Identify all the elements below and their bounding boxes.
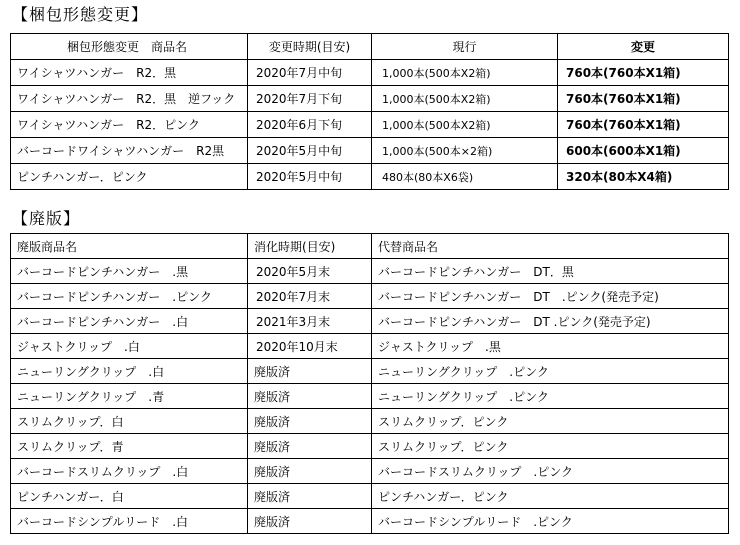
period-cell: 2020年7月下旬 [248, 86, 372, 112]
replacement-cell: ジャストクリップ .黒 [372, 334, 729, 359]
product-name-cell: ジャストクリップ .白 [11, 334, 248, 359]
product-name-cell: ピンチハンガー．白 [11, 484, 248, 509]
product-name-cell: ワイシャツハンガー R2．黒 [11, 60, 248, 86]
replacement-cell: バーコードシンプルリード .ピンク [372, 509, 729, 534]
period-cell: 2020年5月末 [248, 259, 372, 284]
replacement-cell: スリムクリップ．ピンク [372, 409, 729, 434]
packaging-section-title: 【梱包形態変更】 [12, 5, 149, 24]
product-name-cell: ワイシャツハンガー R2．ピンク [11, 112, 248, 138]
new-packaging-cell: 760本(760本X1箱) [558, 112, 729, 138]
period-cell: 廃版済 [248, 484, 372, 509]
period-cell: 廃版済 [248, 409, 372, 434]
column-header-change: 変更 [558, 34, 729, 60]
table-row [11, 484, 729, 509]
replacement-cell: バーコードピンチハンガー DT．黒 [372, 259, 729, 284]
replacement-cell: スリムクリップ．ピンク [372, 434, 729, 459]
replacement-cell: ニューリングクリップ .ピンク [372, 384, 729, 409]
new-packaging-cell: 760本(760本X1箱) [558, 60, 729, 86]
table-row [11, 138, 729, 164]
table-header-row [11, 234, 729, 259]
table-row [11, 309, 729, 334]
replacement-cell: バーコードピンチハンガー DT .ピンク(発売予定) [372, 284, 729, 309]
replacement-cell: バーコードピンチハンガー DT .ピンク(発売予定) [372, 309, 729, 334]
column-header-period: 変更時期(目安) [248, 34, 372, 60]
product-name-cell: ニューリングクリップ .青 [11, 384, 248, 409]
table-row [11, 459, 729, 484]
table-row [11, 509, 729, 534]
table-row [11, 164, 729, 190]
period-cell: 2020年10月末 [248, 334, 372, 359]
column-header-replacement: 代替商品名 [372, 234, 729, 259]
current-packaging-cell: 1,000本(500本×2箱) [372, 138, 558, 164]
table-row [11, 359, 729, 384]
table-row [11, 434, 729, 459]
current-packaging-cell: 1,000本(500本X2箱) [372, 112, 558, 138]
table-row [11, 334, 729, 359]
period-cell: 2020年6月下旬 [248, 112, 372, 138]
column-header-current: 現行 [372, 34, 558, 60]
period-cell: 廃版済 [248, 384, 372, 409]
column-header-product: 梱包形態変更 商品名 [11, 34, 248, 60]
product-name-cell: バーコードピンチハンガー .黒 [11, 259, 248, 284]
replacement-cell: ピンチハンガー．ピンク [372, 484, 729, 509]
column-header-sellout-period: 消化時期(目安) [248, 234, 372, 259]
period-cell: 廃版済 [248, 459, 372, 484]
table-row [11, 259, 729, 284]
product-name-cell: バーコードスリムクリップ .白 [11, 459, 248, 484]
new-packaging-cell: 600本(600本X1箱) [558, 138, 729, 164]
current-packaging-cell: 1,000本(500本X2箱) [372, 60, 558, 86]
product-name-cell: バーコードシンプルリード .白 [11, 509, 248, 534]
current-packaging-cell: 480本(80本X6袋) [372, 164, 558, 190]
product-name-cell: ニューリングクリップ .白 [11, 359, 248, 384]
replacement-cell: ニューリングクリップ .ピンク [372, 359, 729, 384]
product-name-cell: バーコードワイシャツハンガー R2黒 [11, 138, 248, 164]
product-name-cell: スリムクリップ．白 [11, 409, 248, 434]
table-row [11, 284, 729, 309]
packaging-change-table [10, 33, 729, 190]
period-cell: 廃版済 [248, 509, 372, 534]
period-cell: 2021年3月末 [248, 309, 372, 334]
new-packaging-cell: 320本(80本X4箱) [558, 164, 729, 190]
product-name-cell: スリムクリップ．青 [11, 434, 248, 459]
period-cell: 2020年5月中旬 [248, 138, 372, 164]
period-cell: 2020年7月中旬 [248, 60, 372, 86]
product-name-cell: ピンチハンガー．ピンク [11, 164, 248, 190]
replacement-cell: バーコードスリムクリップ .ピンク [372, 459, 729, 484]
current-packaging-cell: 1,000本(500本X2箱) [372, 86, 558, 112]
product-name-cell: バーコードピンチハンガー .白 [11, 309, 248, 334]
column-header-discontinued-product: 廃版商品名 [11, 234, 248, 259]
table-row [11, 86, 729, 112]
period-cell: 廃版済 [248, 434, 372, 459]
period-cell: 2020年5月中旬 [248, 164, 372, 190]
period-cell: 廃版済 [248, 359, 372, 384]
table-row [11, 384, 729, 409]
new-packaging-cell: 760本(760本X1箱) [558, 86, 729, 112]
table-row [11, 60, 729, 86]
table-row [11, 112, 729, 138]
table-header-row [11, 34, 729, 60]
period-cell: 2020年7月末 [248, 284, 372, 309]
discontinued-section-title: 【廃版】 [12, 209, 81, 228]
product-name-cell: バーコードピンチハンガー .ピンク [11, 284, 248, 309]
discontinued-table [10, 233, 729, 534]
table-row [11, 409, 729, 434]
product-name-cell: ワイシャツハンガー R2．黒 逆フック [11, 86, 248, 112]
